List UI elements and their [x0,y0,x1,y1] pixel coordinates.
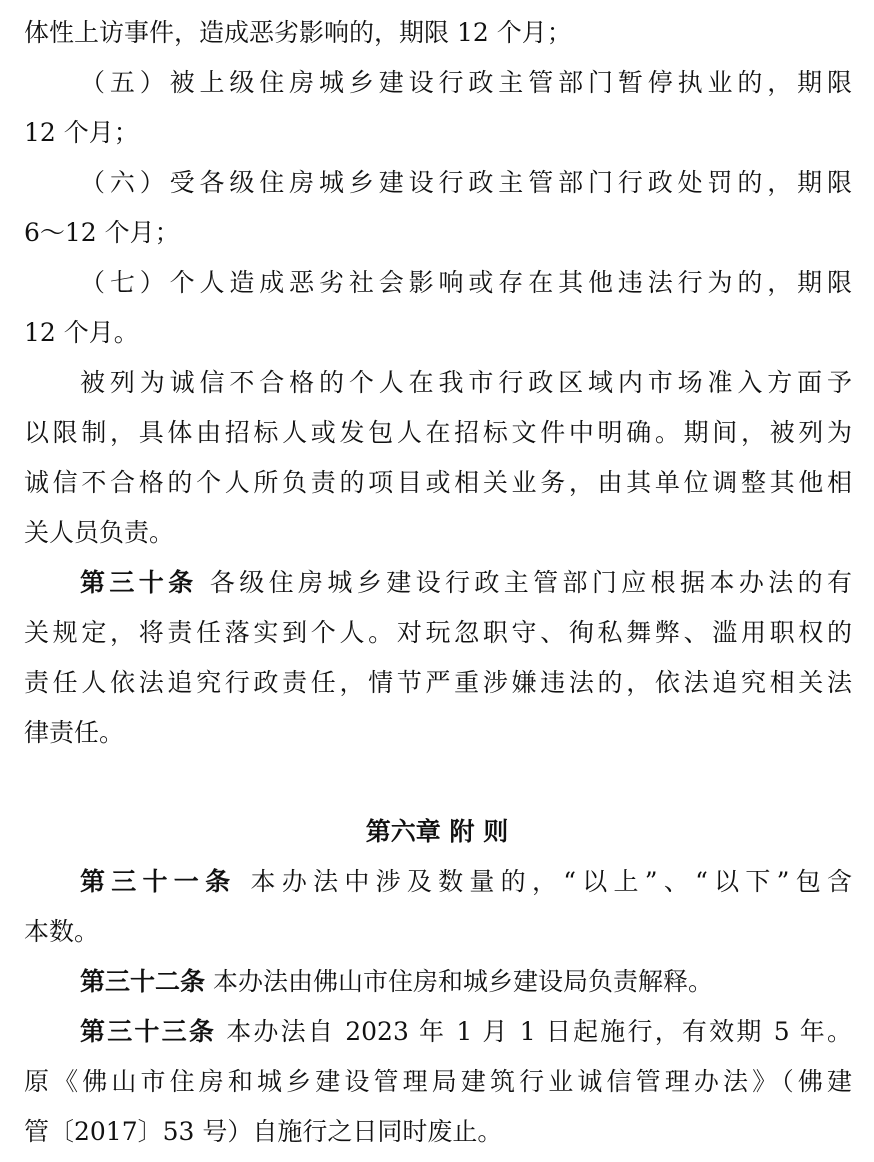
article-33-line: 第三十三条 本办法自 2023 年 1 月 1 日起施行，有效期 5 年。 [80,1017,852,1046]
text-line: 关规定，将责任落实到个人。对玩忽职守、徇私舞弊、滥用职权的 [24,618,852,647]
article-32-line: 第三十二条 本办法由佛山市住房和城乡建设局负责解释。 [80,967,713,996]
text-line: 6～12 个月； [24,218,180,247]
text-line: 管〔2017〕53 号）自施行之日同时废止。 [24,1117,503,1146]
article-heading: 第三十一条 [80,867,237,896]
text-line: 律责任。 [24,718,125,747]
text-line: 被列为诚信不合格的个人在我市行政区域内市场准入方面予 [80,368,852,397]
article-heading: 第三十二条 [80,967,206,996]
chapter-heading: 第六章 附 则 [365,817,509,846]
text-line: 12 个月； [24,118,139,147]
text-line: （六）受各级住房城乡建设行政主管部门行政处罚的，期限 [80,168,852,197]
article-31-line: 第三十一条 本办法中涉及数量的，“以上”、“以下”包含 [80,867,852,896]
text-line: 本数。 [24,917,100,946]
text-line: 关人员负责。 [24,518,175,547]
text-line: 12 个月。 [24,318,139,347]
article-30-line: 第三十条 各级住房城乡建设行政主管部门应根据本办法的有 [80,568,852,597]
article-heading: 第三十条 [80,568,198,597]
text-line: （五）被上级住房城乡建设行政主管部门暂停执业的，期限 [80,68,852,97]
text-line: 诚信不合格的个人所负责的项目或相关业务，由其单位调整其他相 [24,468,852,497]
text-line: 责任人依法追究行政责任，情节严重涉嫌违法的，依法追究相关法 [24,668,852,697]
text-line: （七）个人造成恶劣社会影响或存在其他违法行为的，期限 [80,268,852,297]
text-line: 原《佛山市住房和城乡建设管理局建筑行业诚信管理办法》（佛建 [24,1067,852,1096]
text-line: 以限制，具体由招标人或发包人在招标文件中明确。期间，被列为 [24,418,852,447]
article-heading: 第三十三条 [80,1017,217,1046]
text-line: 体性上访事件，造成恶劣影响的，期限 12 个月； [24,18,572,47]
